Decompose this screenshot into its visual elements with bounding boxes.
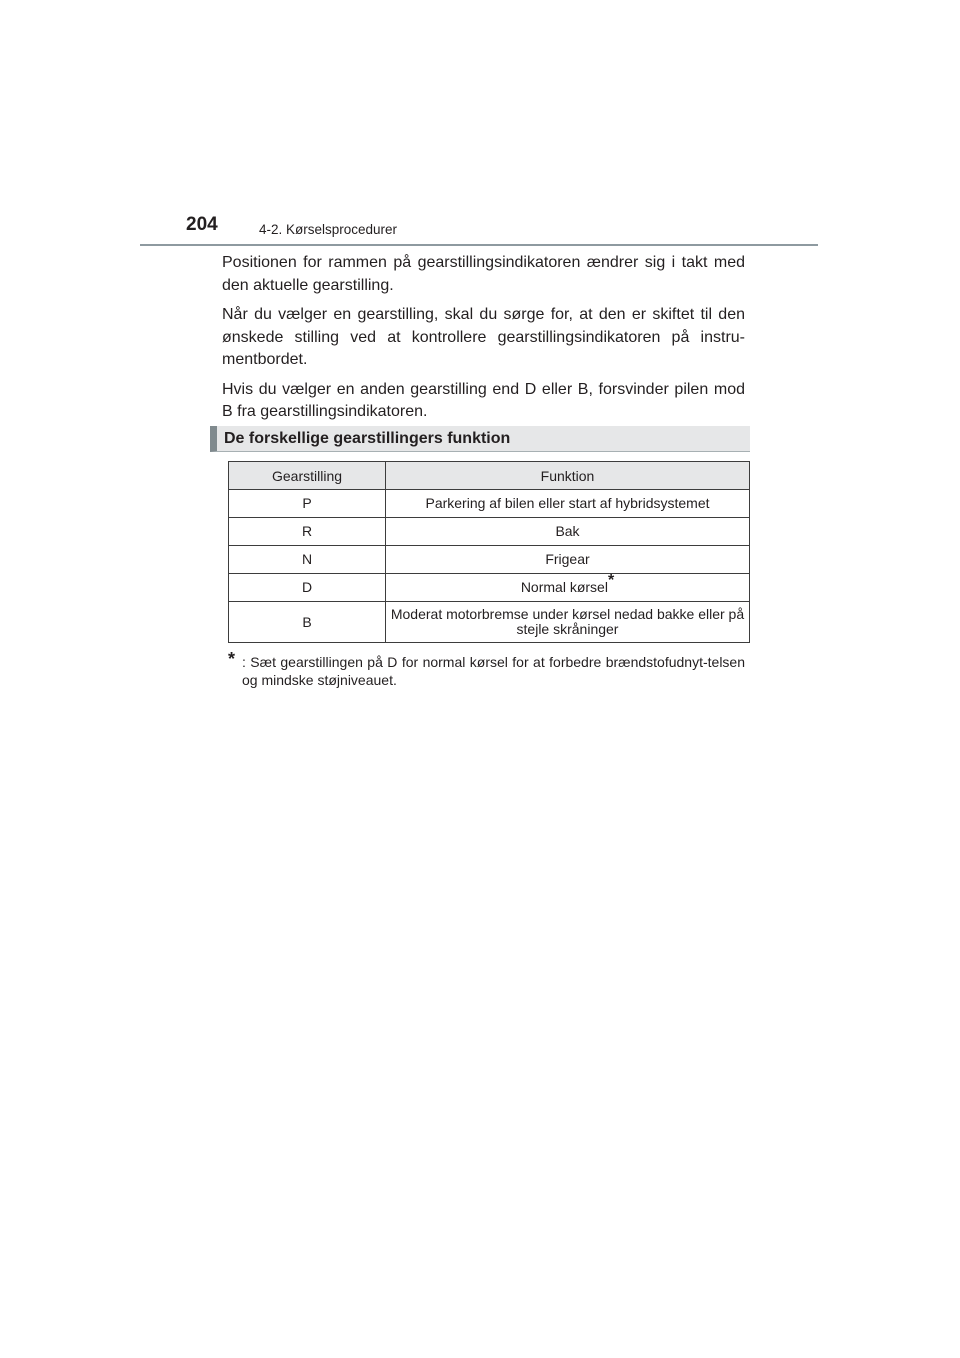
gear-cell: B — [229, 602, 386, 643]
function-text: Normal kørsel — [520, 579, 608, 595]
table-row — [229, 602, 750, 643]
column-header-function: Funktion — [386, 462, 750, 490]
table-row — [229, 518, 750, 546]
gear-cell: P — [229, 490, 386, 518]
subheading-title: De forskellige gearstillingers funktion — [224, 430, 511, 447]
page-header — [140, 214, 818, 248]
gear-cell: R — [229, 518, 386, 546]
column-header-gear: Gearstilling — [229, 462, 386, 490]
page-number: 204 — [186, 214, 218, 235]
footnote — [228, 649, 745, 689]
footnote-marker: * — [228, 649, 236, 669]
subheading-bar — [210, 426, 750, 452]
function-cell: Frigear — [386, 546, 750, 574]
function-cell: Bak — [386, 518, 750, 546]
function-cell: Parkering af bilen eller start af hybridsystemet — [386, 490, 750, 518]
table-row — [229, 574, 750, 602]
header-divider — [140, 244, 818, 246]
body-text — [222, 252, 745, 431]
paragraph: Positionen for rammen på gearstillingsindikatoren ændrer sig i takt med den aktuelle gearstilling. — [222, 254, 745, 294]
footnote-marker: * — [607, 572, 615, 590]
table-row — [229, 546, 750, 574]
function-cell: Moderat motorbremse under kørsel nedad bakke eller på stejle skråninger — [386, 602, 750, 643]
paragraph: Hvis du vælger en anden gearstilling end D eller B, forsvinder pilen mod B fra gearstillingsindikatoren. — [222, 380, 745, 420]
gear-cell: D — [229, 574, 386, 602]
section-title: 4-2. Kørselsprocedurer — [259, 222, 398, 237]
footnote-text: : Sæt gearstillingen på D for normal kørsel for at forbedre brændstofudnyt-telsen og mindske støjniveauet. — [242, 654, 745, 688]
gear-function-table — [228, 461, 750, 643]
paragraph: Når du vælger en gearstilling, skal du sørge for, at den er skiftet til den ønskede stilling ved at kontrollere gearstillingsindikatoren på instru-mentbordet. — [222, 306, 745, 368]
table-header-row — [229, 462, 750, 490]
gear-cell: N — [229, 546, 386, 574]
function-cell — [386, 574, 750, 602]
table-row — [229, 490, 750, 518]
